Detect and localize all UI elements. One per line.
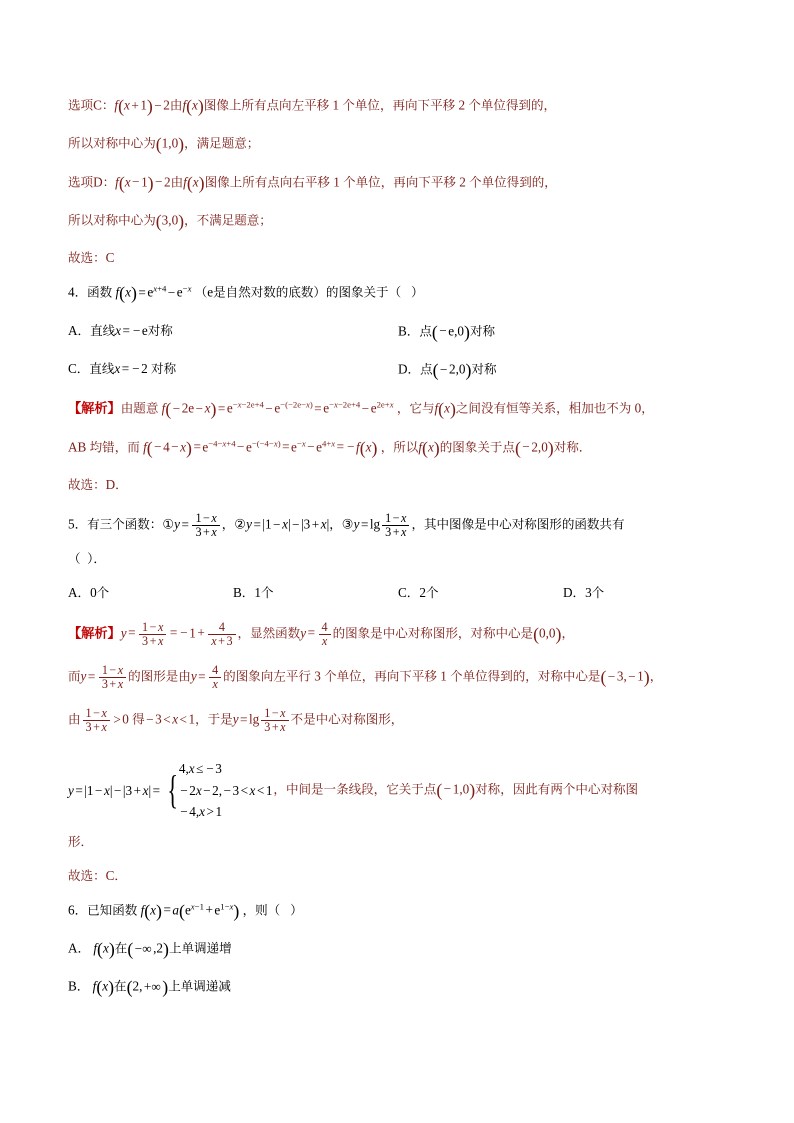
q6-option-a[interactable]: A． f(x)在( −∞ ,2)上单调递增 bbox=[68, 938, 232, 959]
q4-option-b[interactable]: B．点( − e,0)对称 bbox=[398, 321, 496, 342]
q6-option-b[interactable]: B． f(x)在(2, +∞)上单调递减 bbox=[68, 977, 231, 998]
question-5-analysis-line3: 由 $\frac{1 - x}{3 + x}$ > 0 得 − 3 < x < 1，于是y = lg $\frac{1 - x}{3 + x}$ 不是中心对称图形， bbox=[68, 706, 404, 735]
question-4-options-row2 bbox=[68, 362, 728, 380]
option-d-explanation-line1: 选项D：f(x − 1) − 2由f(x)图像上所有点向右平移 1 个单位，再向下平移 2 个单位得到的， bbox=[68, 172, 557, 193]
question-5-analysis-line2: 而y = $\frac{1 - x}{3 + x}$ 的图形是由y = $\frac{4}{x}$ 的图象向左平行 3 个单位，再向下平移 1 个单位得到的，对称中心是( − 3, − 1)， bbox=[68, 662, 663, 692]
q5-option-d[interactable]: D．3个 bbox=[563, 585, 605, 601]
q5-option-a[interactable]: A．0个 bbox=[68, 585, 110, 601]
question-4-analysis-line1: 【解析】由题意 $f( - 2e - x) = e^{-x-2e+4} - e^{-(-2e-x)} = e^{-x-2e+4} - e^{2e+x}$ ，它与f(x)之间没有恒等关系，相加也不为 0， bbox=[68, 399, 654, 420]
question-5-analysis-line5: 形． bbox=[68, 833, 94, 849]
page-content bbox=[68, 98, 728, 1018]
question-5-stem-line1: 5．有三个函数：①y = $\frac{1 - x}{3 + x}$ ，②y = |1 − x| − |3 + x|，③y = lg $\frac{1 - x}{3 + x}$ ，其中图像是中心对称图形的函数共有 bbox=[68, 510, 625, 540]
question-4-analysis-line2: AB 均错，而 $f( - 4 - x) = e^{-4-x+4} - e^{-(-4-x)} = e^{-x} - e^{4+x}$ = − f(x) ，所以f(x)的图象关于点( − 2,0)对称． bbox=[68, 437, 592, 458]
q4-option-c[interactable]: C．直线x = − 2 对称 bbox=[68, 361, 177, 377]
question-5-analysis-piecewise: y = |1 − x| − |3 + x| = { 4,x ≤ − 3 − 2x − 2, − 3 < x < 1 − 4,x > 1 ，中间是一条线段，它关于点( − 1,0)对称，因此有两个中心对称图 bbox=[68, 758, 728, 822]
analysis-tag-q5: 【解析】 bbox=[68, 625, 121, 641]
question-5-stem-line2: （ ）． bbox=[68, 551, 106, 567]
q5-option-c[interactable]: C．2个 bbox=[398, 585, 439, 601]
analysis-tag-q4: 【解析】 bbox=[68, 400, 121, 416]
option-c-explanation-line1: 选项C：f(x + 1) − 2由f(x)图像上所有点向左平移 1 个单位，再向下平移 2 个单位得到的， bbox=[68, 96, 557, 116]
question-5-options bbox=[68, 586, 728, 600]
answer-q5: 故选：C． bbox=[68, 867, 127, 883]
piecewise-cases: { 4,x ≤ − 3 − 2x − 2, − 3 < x < 1 − 4,x > 1 bbox=[166, 761, 273, 820]
q5-option-b[interactable]: B．1个 bbox=[233, 585, 274, 601]
option-c-explanation-line2: 所以对称中心为(1,0)，满足题意； bbox=[68, 134, 260, 155]
question-6-stem: 6．已知函数 $f(x) = a(e^{x-1} + e^{1-x})$ ，则（ ） bbox=[68, 900, 303, 921]
question-5-analysis-line1: 【解析】y = $\frac{1 - x}{3 + x}$ = − 1 + $\frac{4}{x + 3}$ ，显然函数y = $\frac{4}{x}$ 的图象是中心对称图形，对称中心是(0,0)， bbox=[68, 619, 574, 648]
answer-q3: 故选：C bbox=[68, 250, 115, 266]
q4-option-a[interactable]: A．直线x = − e对称 bbox=[68, 322, 173, 338]
q4-option-d[interactable]: D．点( − 2,0)对称 bbox=[398, 360, 497, 381]
question-4-options-row1 bbox=[68, 321, 728, 342]
answer-q4: 故选：D． bbox=[68, 476, 128, 492]
question-4-stem: 4．函数 $f(x) = e^{x+4} - e^{-x}$ （e是自然对数的底数）的图象关于（ ） bbox=[68, 283, 424, 304]
option-d-explanation-line2: 所以对称中心为(3,0)，不满足题意； bbox=[68, 210, 272, 231]
